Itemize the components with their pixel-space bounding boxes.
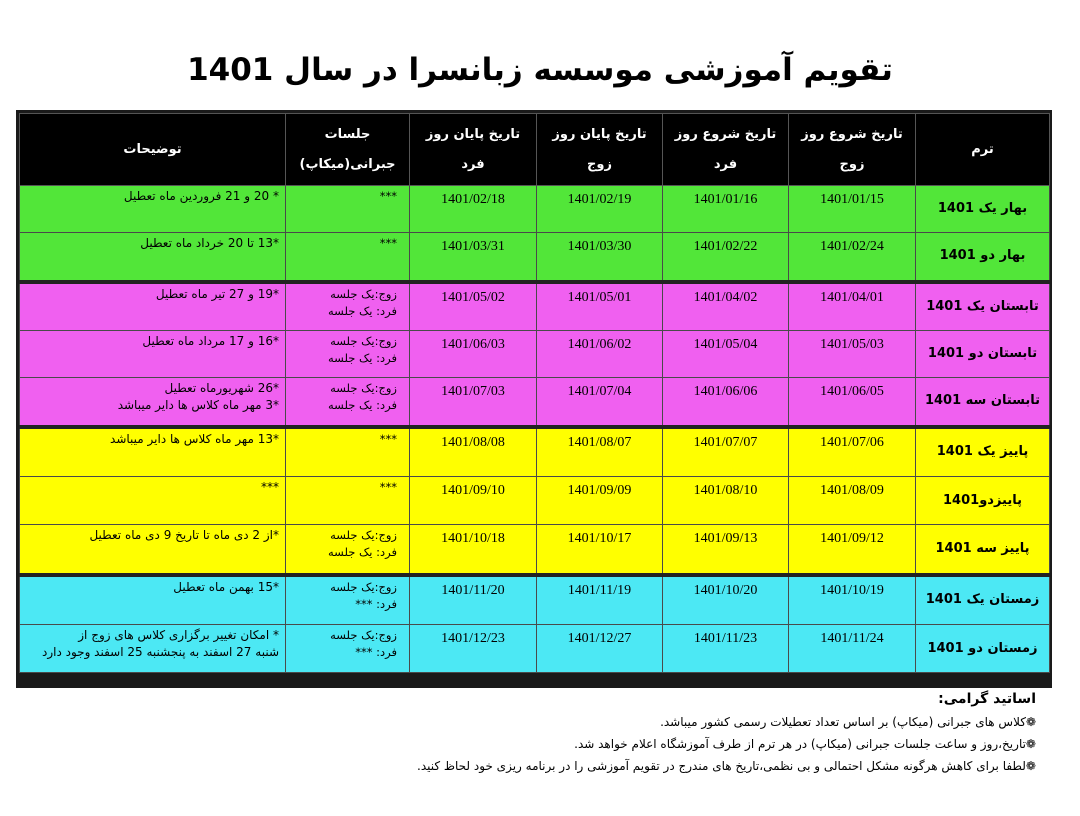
footer-notes	[36, 688, 1036, 773]
term-row	[20, 427, 1050, 477]
end-odd-cell: 1401/02/18	[410, 186, 537, 233]
start-odd-cell: 1401/05/04	[663, 331, 789, 378]
calendar-table	[19, 113, 1050, 673]
makeup-cell	[286, 282, 410, 331]
notes-cell-line: *26 شهریورماه تعطیل	[164, 381, 279, 395]
start-odd-cell: 1401/04/02	[663, 282, 789, 331]
footer-line: ❁کلاس های جبرانی (میکاپ) بر اساس تعداد تعطیلات رسمی کشور میباشد.	[660, 715, 1036, 729]
makeup-cell-line: ***	[379, 236, 397, 250]
footer-line: ❁تاریخ،روز و ساعت جلسات جبرانی (میکاپ) در هر ترم از طرف آموزشگاه اعلام خواهد شد.	[574, 737, 1036, 751]
start-odd-cell: 1401/06/06	[663, 378, 789, 427]
makeup-cell-line: فرد: یک جلسه	[328, 351, 397, 365]
term-row	[20, 477, 1050, 525]
notes-cell	[20, 186, 286, 233]
start-odd-cell: 1401/08/10	[663, 477, 789, 525]
notes-cell	[20, 477, 286, 525]
start-odd-cell: 1401/07/07	[663, 427, 789, 477]
end-even-cell: 1401/06/02	[537, 331, 663, 378]
makeup-cell-line: زوج:یک جلسه	[330, 628, 397, 642]
header-start-odd: تاریخ شروع روز فرد	[663, 114, 789, 186]
makeup-cell	[286, 477, 410, 525]
term-name-cell: بهار دو 1401	[916, 233, 1050, 282]
start-odd-cell: 1401/09/13	[663, 525, 789, 575]
notes-cell-line: ***	[261, 480, 279, 494]
term-name-cell: زمستان دو 1401	[916, 625, 1050, 673]
header-end-even: تاریخ پایان روز زوج	[537, 114, 663, 186]
start-even-cell: 1401/11/24	[789, 625, 916, 673]
makeup-cell	[286, 233, 410, 282]
makeup-cell	[286, 427, 410, 477]
end-odd-cell: 1401/10/18	[410, 525, 537, 575]
term-name-cell: پاییز یک 1401	[916, 427, 1050, 477]
makeup-cell	[286, 186, 410, 233]
start-odd-cell: 1401/11/23	[663, 625, 789, 673]
notes-cell-line: *13 مهر ماه کلاس ها دایر میباشد	[110, 431, 279, 446]
notes-cell	[20, 378, 286, 427]
start-even-cell: 1401/02/24	[789, 233, 916, 282]
makeup-cell	[286, 575, 410, 625]
end-even-cell: 1401/10/17	[537, 525, 663, 575]
makeup-cell-line: فرد: یک جلسه	[328, 398, 397, 412]
term-name-cell: تابستان دو 1401	[916, 331, 1050, 378]
end-odd-cell: 1401/05/02	[410, 282, 537, 331]
header-row	[20, 114, 1050, 186]
header-makeup: جلسات جبرانی(میکاپ)	[286, 114, 410, 186]
makeup-cell-line: زوج:یک جلسه	[330, 286, 397, 301]
header-start-even: تاریخ شروع روز زوج	[789, 114, 916, 186]
notes-cell-line: * امکان تغییر برگزاری کلاس های زوج از	[78, 628, 279, 642]
notes-cell	[20, 575, 286, 625]
end-odd-cell: 1401/06/03	[410, 331, 537, 378]
footer-title: اساتید گرامی:	[938, 691, 1036, 707]
term-name-cell: زمستان یک 1401	[916, 575, 1050, 625]
term-name-cell: تابستان یک 1401	[916, 282, 1050, 331]
notes-cell	[20, 233, 286, 282]
end-odd-cell: 1401/11/20	[410, 575, 537, 625]
notes-cell	[20, 331, 286, 378]
notes-cell-line: * 20 و 21 فروردین ماه تعطیل	[123, 189, 279, 203]
makeup-cell-line: زوج:یک جلسه	[330, 381, 397, 395]
term-row	[20, 378, 1050, 427]
page-title: تقویم آموزشی موسسه زبانسرا در سال 1401	[187, 52, 893, 88]
start-even-cell: 1401/05/03	[789, 331, 916, 378]
end-even-cell: 1401/11/19	[537, 575, 663, 625]
start-even-cell: 1401/04/01	[789, 282, 916, 331]
start-odd-cell: 1401/10/20	[663, 575, 789, 625]
term-row	[20, 282, 1050, 331]
notes-cell-line: شنبه 27 اسفند به پنجشنبه 25 اسفند وجود دارد	[41, 645, 279, 659]
term-row	[20, 186, 1050, 233]
notes-cell	[20, 427, 286, 477]
notes-cell-line: *15 بهمن ماه تعطیل	[173, 579, 279, 594]
makeup-cell	[286, 525, 410, 575]
term-name-cell: پاییزدو1401	[916, 477, 1050, 525]
header-end-odd: تاریخ پایان روز فرد	[410, 114, 537, 186]
term-row	[20, 525, 1050, 575]
end-even-cell: 1401/02/19	[537, 186, 663, 233]
start-even-cell: 1401/06/05	[789, 378, 916, 427]
notes-cell-line: *3 مهر ماه کلاس ها دایر میباشد	[117, 398, 279, 412]
start-even-cell: 1401/10/19	[789, 575, 916, 625]
end-even-cell: 1401/05/01	[537, 282, 663, 331]
start-even-cell: 1401/01/15	[789, 186, 916, 233]
term-row	[20, 233, 1050, 282]
calendar-table-frame	[16, 110, 1052, 688]
term-name-cell: بهار یک 1401	[916, 186, 1050, 233]
end-odd-cell: 1401/08/08	[410, 427, 537, 477]
start-even-cell: 1401/07/06	[789, 427, 916, 477]
end-even-cell: 1401/08/07	[537, 427, 663, 477]
makeup-cell-line: ***	[379, 480, 397, 494]
makeup-cell	[286, 378, 410, 427]
header-term: ترم	[916, 114, 1050, 186]
term-row	[20, 575, 1050, 625]
header-notes: توضیحات	[20, 114, 286, 186]
term-name-cell: تابستان سه 1401	[916, 378, 1050, 427]
makeup-cell-line: زوج:یک جلسه	[330, 528, 397, 542]
notes-cell-line: *از 2 دی ماه تا تاریخ 9 دی ماه تعطیل	[89, 528, 279, 542]
end-even-cell: 1401/03/30	[537, 233, 663, 282]
end-odd-cell: 1401/07/03	[410, 378, 537, 427]
end-odd-cell: 1401/12/23	[410, 625, 537, 673]
notes-cell-line: *13 تا 20 خرداد ماه تعطیل	[140, 236, 279, 250]
makeup-cell-line: فرد: یک جلسه	[328, 545, 397, 559]
makeup-cell-line: زوج:یک جلسه	[330, 579, 397, 594]
makeup-cell-line: فرد: ***	[355, 596, 397, 611]
term-name-cell: پاییز سه 1401	[916, 525, 1050, 575]
makeup-cell-line: فرد: ***	[355, 645, 397, 659]
start-even-cell: 1401/08/09	[789, 477, 916, 525]
start-odd-cell: 1401/01/16	[663, 186, 789, 233]
start-even-cell: 1401/09/12	[789, 525, 916, 575]
end-odd-cell: 1401/03/31	[410, 233, 537, 282]
end-even-cell: 1401/09/09	[537, 477, 663, 525]
makeup-cell	[286, 331, 410, 378]
makeup-cell-line: فرد: یک جلسه	[328, 303, 397, 318]
end-even-cell: 1401/12/27	[537, 625, 663, 673]
term-row	[20, 331, 1050, 378]
notes-cell-line: *19 و 27 تیر ماه تعطیل	[155, 286, 279, 301]
term-row	[20, 625, 1050, 673]
footer-line: ❁لطفا برای کاهش هرگونه مشکل احتمالی و بی نظمی،تاریخ های مندرج در تقویم آموزشی را در برنامه ریزی خود لحاظ کنید.	[417, 759, 1036, 773]
notes-cell	[20, 625, 286, 673]
end-even-cell: 1401/07/04	[537, 378, 663, 427]
makeup-cell-line: ***	[379, 431, 397, 446]
notes-cell-line: *16 و 17 مرداد ماه تعطیل	[142, 334, 279, 348]
makeup-cell	[286, 625, 410, 673]
notes-cell	[20, 282, 286, 331]
notes-cell	[20, 525, 286, 575]
makeup-cell-line: زوج:یک جلسه	[330, 334, 397, 348]
makeup-cell-line: ***	[379, 189, 397, 203]
end-odd-cell: 1401/09/10	[410, 477, 537, 525]
start-odd-cell: 1401/02/22	[663, 233, 789, 282]
